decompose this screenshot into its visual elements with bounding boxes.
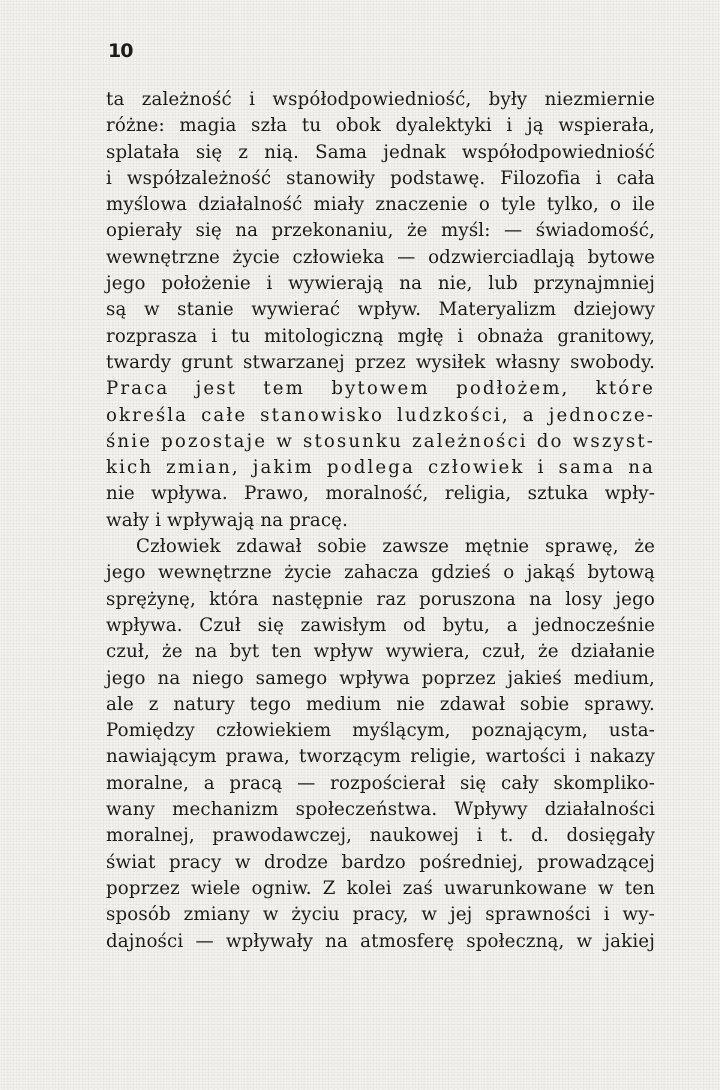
text-line: sprężynę, która następnie raz poruszona na losy jego (106, 588, 655, 610)
text-line: opierały się na przekonaniu, że myśl: — świadomość, (106, 220, 655, 242)
text-line: poprzez wiele ogniw. Z kolei zaś uwarunkowane w ten (106, 877, 655, 899)
text-line-emphasis: Praca jest tem bytowem podłożem, które (106, 378, 655, 400)
text-line-emphasis: śnie pozostaje w stosunku zależności do wszyst- (106, 430, 655, 452)
text-line: twardy grunt stwarzanej przez wysiłek własny swobody. (106, 351, 655, 373)
text-line: splatała się z nią. Sama jednak współodpowiedniość (106, 141, 655, 163)
text-line: ta zależność i współodpowiedniość, były niezmiernie (106, 89, 655, 110)
text-line: jego na niego samego wpływa poprzez jakieś medium, (106, 667, 655, 689)
text-line: moralne, a pracą — rozpościerał się cały skompliko- (106, 772, 655, 794)
text-line: wany mechanizm społeczeństwa. Wpływy działalności (106, 799, 655, 821)
text-line: różne: magia szła tu obok dyalektyki i ją wspierała, (106, 115, 655, 137)
text-line: nie wpływa. Prawo, moralność, religia, sztuka wpły- (106, 483, 655, 505)
text-line: jego położenie i wywierają na nie, lub przynajmniej (106, 273, 655, 295)
text-line: myślowa działalność miały znaczenie o tyle tylko, o ile (106, 194, 655, 216)
text-line: Pomiędzy człowiekiem myślącym, poznającym, usta- (106, 720, 655, 742)
text-line-paragraph-end: wały i wpływają na pracę. (106, 509, 349, 531)
page-number: 10 (108, 40, 133, 62)
text-line: dajności — wpływały na atmosferę społeczną, w jakiej (106, 930, 655, 952)
text-line: wewnętrzne życie człowieka — odzwierciadlają bytowe (106, 246, 655, 268)
text-line: moralnej, prawodawczej, naukowej i t. d. dosięgały (106, 825, 655, 847)
text-line: świat pracy w drodze bardzo pośredniej, prowadzącej (106, 851, 655, 873)
text-line: i współzależność stanowiły podstawę. Filozofia i cała (106, 167, 655, 189)
text-line-paragraph-start: Człowiek zdawał sobie zawsze mętnie sprawę, że (136, 536, 655, 558)
text-line: wpływa. Czuł się zawisłym od bytu, a jednocześnie (106, 614, 655, 636)
text-line: czuł, że na byt ten wpływ wywiera, czuł, że działanie (106, 641, 655, 663)
body-text (106, 87, 655, 955)
text-line-emphasis: kich zmian, jakim podlega człowiek i sama na (106, 457, 655, 479)
text-line: są w stanie wywierać wpływ. Materyalizm dziejowy (106, 299, 655, 321)
text-line: sposób zmiany w życiu pracy, w jej sprawności i wy- (106, 904, 655, 926)
text-line: ale z natury tego medium nie zdawał sobie sprawy. (106, 693, 655, 715)
text-line-emphasis: określa całe stanowisko ludzkości, a jednocze- (106, 404, 655, 426)
text-line: jego wewnętrzne życie zahacza gdzieś o jakąś bytową (106, 562, 655, 584)
text-line: nawiającym prawa, tworzącym religie, wartości i nakazy (106, 746, 655, 768)
text-line: rozprasza i tu mitologiczną mgłę i obnaża granitowy, (106, 325, 655, 347)
